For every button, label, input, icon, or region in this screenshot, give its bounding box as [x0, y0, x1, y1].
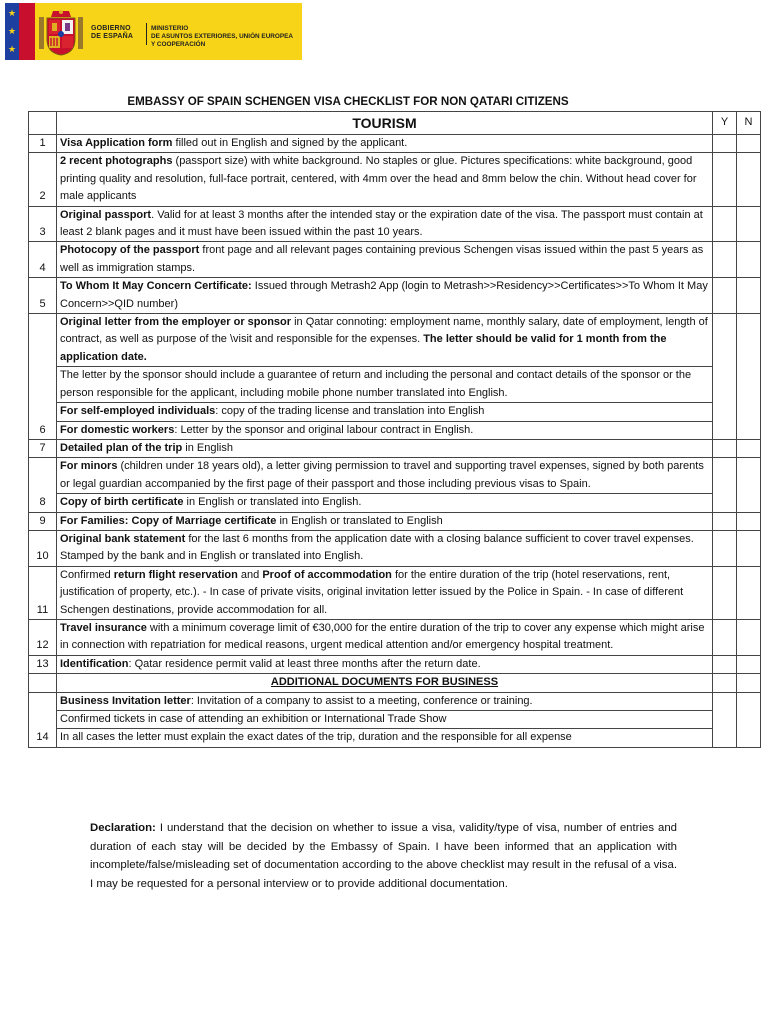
table-row: [29, 494, 761, 512]
item-description: [57, 494, 713, 512]
spain-flag-strip: [19, 3, 35, 60]
item-key-term: For domestic workers: [60, 423, 175, 436]
no-checkbox-cell[interactable]: [737, 530, 761, 566]
item-detail: Issued through Metrash2 App (login to Metrash>>Residency>>Certificates>>To Whom It May Concern>>QID number): [60, 280, 708, 310]
item-detail: (children under 18 years old), a letter giving permission to travel and supporting travel expenses, signed by both parents or legal guardian accompanied by the first page of their passport and those including previous visas to Spain.: [60, 460, 704, 490]
no-checkbox-cell[interactable]: [737, 314, 761, 440]
item-detail: Confirmed: [60, 568, 114, 581]
table-row: [29, 729, 761, 747]
table-row: [29, 655, 761, 673]
item-detail: in English or translated to English: [276, 514, 443, 527]
item-description: [57, 421, 713, 439]
table-row: [29, 153, 761, 206]
additional-documents-heading: ADDITIONAL DOCUMENTS FOR BUSINESS: [270, 676, 499, 689]
table-row: [29, 619, 761, 655]
table-row: [29, 439, 761, 457]
ministry-name: [151, 25, 301, 49]
yes-column-header: Y: [713, 112, 737, 135]
no-checkbox-cell[interactable]: [737, 278, 761, 314]
item-key-term: Identification: [60, 657, 129, 670]
item-detail: in English or translated into English.: [183, 496, 362, 509]
item-description: [57, 692, 713, 710]
item-detail: and: [237, 568, 263, 581]
yes-checkbox-cell[interactable]: [713, 566, 737, 619]
table-header-row: [29, 112, 761, 135]
no-checkbox-cell[interactable]: [737, 242, 761, 278]
item-number: 1: [29, 135, 57, 153]
star-icon: ★: [8, 8, 17, 18]
item-detail: in English: [182, 441, 233, 454]
table-row: [29, 367, 761, 403]
yes-checkbox-cell[interactable]: [713, 206, 737, 242]
item-number: 5: [29, 278, 57, 314]
item-description: [57, 619, 713, 655]
item-detail: (passport size) with white background. No staples or glue. Pictures specifications: white background, good printing quality and resolution, full-face portrait, centered, with 4mm over the head and 8mm below the chin. Without head cover for male applicants: [60, 155, 697, 203]
declaration-label: Declaration:: [90, 822, 156, 834]
section-heading-cell: [57, 674, 713, 692]
item-detail: in Qatar connoting: employment name, monthly salary, date of employment, length of contract, as well as purpose of the \visit and responsible for the expenses.: [60, 316, 708, 346]
document-title: EMBASSY OF SPAIN SCHENGEN VISA CHECKLIST FOR NON QATARI CITIZENS: [127, 95, 569, 108]
table-row: [29, 403, 761, 421]
item-number: 12: [29, 619, 57, 655]
item-number: 10: [29, 530, 57, 566]
no-checkbox-cell[interactable]: [737, 655, 761, 673]
item-key-term: The letter should be valid for 1 month from the application date.: [60, 333, 667, 363]
eu-flag-strip: [5, 3, 19, 60]
yes-checkbox-cell[interactable]: [713, 278, 737, 314]
table-row: [29, 566, 761, 619]
yes-checkbox-cell[interactable]: [713, 314, 737, 440]
table-row: [29, 278, 761, 314]
item-description: [57, 206, 713, 242]
item-detail: . Valid for at least 3 months after the intended stay or the expiration date of the visa. The passport must contain at least 2 blank pages and it must have been issued within the past 10 years.: [60, 208, 703, 239]
item-key-term: Detailed plan of the trip: [60, 441, 183, 454]
category-header-cell: [57, 112, 713, 135]
item-detail: for the last 6 months from the application date with a closing balance sufficient to cover travel expenses. Stamped by the bank and in English or translated into English.: [60, 532, 694, 563]
table-row: [29, 242, 761, 278]
item-detail: for the entire duration of the trip (hotel reservations, rent, justification of property, etc.). - In case of private visits, original invitation letter issued by the Police in Spain. - In case of different Schengen destinations, provide accommodation for all.: [60, 568, 684, 616]
item-number: 14: [29, 692, 57, 747]
item-detail: with a minimum coverage limit of €30,000 for the entire duration of the trip to cover any expense which might arise in connection with repatriation for medical reasons, urgent medical attention and/or emergency hospital treatment.: [60, 621, 705, 652]
no-checkbox-cell[interactable]: [737, 135, 761, 153]
ministry-line: DE ASUNTOS EXTERIORES, UNIÓN EUROPEA: [151, 33, 294, 40]
item-detail: The letter by the sponsor should include a guarantee of return and including the personal and contact details of the sponsor or the person responsible for the applicant, including mobile phone number translated into English.: [60, 369, 692, 399]
table-row: [29, 458, 761, 494]
item-number: 2: [29, 153, 57, 206]
no-checkbox-cell[interactable]: [737, 619, 761, 655]
no-checkbox-cell[interactable]: [737, 153, 761, 206]
item-key-term: 2 recent photographs: [60, 155, 173, 168]
no-checkbox-cell[interactable]: [737, 439, 761, 457]
item-description: [57, 729, 713, 747]
item-key-term: Original letter from the employer or sponsor: [60, 316, 292, 329]
item-description: [57, 153, 713, 206]
number-header-cell: [29, 112, 57, 135]
item-number: 3: [29, 206, 57, 242]
category-heading: TOURISM: [352, 115, 417, 131]
item-number: 7: [29, 439, 57, 457]
item-number: 4: [29, 242, 57, 278]
ministry-line: Y COOPERACIÓN: [151, 41, 206, 48]
item-detail: : Invitation of a company to assist to a meeting, conference or training.: [190, 694, 533, 707]
item-description: [57, 278, 713, 314]
yes-checkbox-cell[interactable]: [713, 153, 737, 206]
item-detail: Confirmed tickets in case of attending an exhibition or International Trade Show: [60, 713, 447, 725]
item-description: [57, 135, 713, 153]
table-row: [29, 314, 761, 367]
coat-of-arms-icon: [39, 9, 83, 57]
no-checkbox-cell[interactable]: [737, 512, 761, 530]
item-detail: In all cases the letter must explain the exact dates of the trip, duration and the responsible for all expense: [60, 731, 572, 744]
no-checkbox-cell[interactable]: [737, 206, 761, 242]
item-key-term: For minors: [60, 460, 118, 473]
item-description: [57, 458, 713, 494]
empty-cell: [737, 674, 761, 692]
table-row: [29, 512, 761, 530]
gov-line: GOBIERNO: [91, 25, 131, 32]
no-checkbox-cell[interactable]: [737, 458, 761, 512]
item-key-term: Copy of birth certificate: [60, 496, 184, 509]
yes-checkbox-cell[interactable]: [713, 655, 737, 673]
item-description: [57, 439, 713, 457]
item-key-term: For Families: Copy of Marriage certificate: [60, 514, 277, 527]
item-detail: filled out in English and signed by the applicant.: [172, 137, 408, 149]
gov-line: DE ESPAÑA: [91, 33, 134, 40]
star-icon: ★: [8, 26, 17, 36]
item-number: 8: [29, 458, 57, 512]
item-key-term: return flight reservation: [113, 568, 238, 581]
table-row: [29, 530, 761, 566]
government-logo-banner: [5, 3, 302, 60]
item-key-term: Original passport: [60, 208, 152, 221]
yes-checkbox-cell[interactable]: [713, 619, 737, 655]
item-detail: : Qatar residence permit valid at least three months after the return date.: [128, 657, 481, 670]
yes-checkbox-cell[interactable]: [713, 692, 737, 747]
item-key-term: Proof of accommodation: [262, 568, 392, 581]
checklist-table: [28, 111, 761, 748]
empty-cell: [29, 674, 57, 692]
item-description: [57, 512, 713, 530]
table-row: [29, 692, 761, 710]
item-key-term: Travel insurance: [60, 621, 147, 634]
item-key-term: Visa Application form: [60, 137, 173, 149]
table-row: [29, 135, 761, 153]
yes-checkbox-cell[interactable]: [713, 458, 737, 512]
section-header-row: [29, 674, 761, 692]
item-description: [57, 403, 713, 421]
item-description: [57, 367, 713, 403]
yes-checkbox-cell[interactable]: [713, 530, 737, 566]
no-column-header: N: [737, 112, 761, 135]
item-description: [57, 655, 713, 673]
table-row: [29, 206, 761, 242]
item-detail: : copy of the trading license and translation into English: [215, 405, 485, 418]
yes-checkbox-cell[interactable]: [713, 135, 737, 153]
item-number: 6: [29, 314, 57, 440]
item-number: 13: [29, 655, 57, 673]
item-description: [57, 314, 713, 367]
item-key-term: Photocopy of the passport: [60, 244, 200, 257]
table-row: [29, 711, 761, 729]
item-number: 9: [29, 512, 57, 530]
item-description: [57, 530, 713, 566]
empty-cell: [713, 674, 737, 692]
no-checkbox-cell[interactable]: [737, 566, 761, 619]
item-key-term: To Whom It May Concern Certificate:: [60, 280, 252, 293]
yes-checkbox-cell[interactable]: [713, 242, 737, 278]
yes-checkbox-cell[interactable]: [713, 512, 737, 530]
item-number: 11: [29, 566, 57, 619]
declaration-text: I understand that the decision on whether to issue a visa, validity/type of visa, number of entries and duration of each stay will be decided by the Embassy of Spain. I have been informed that an application with incomplete/false/misleading set of documentation according to the above checklist may result in the refusal of a visa. I may be requested for a personal interview or to provide additional documentation.: [90, 822, 677, 890]
item-key-term: Business Invitation letter: [60, 694, 191, 707]
item-key-term: Original bank statement: [60, 532, 186, 545]
government-name: [91, 25, 143, 41]
ministry-line: MINISTERIO: [151, 25, 189, 32]
item-description: [57, 242, 713, 278]
item-detail: front page and all relevant pages containing previous Schengen visas issued within the past 5 years as well as immigration stamps.: [60, 244, 704, 274]
item-description: [57, 566, 713, 619]
yes-checkbox-cell[interactable]: [713, 439, 737, 457]
declaration-paragraph: [90, 819, 677, 893]
item-description: [57, 711, 713, 729]
table-row: [29, 421, 761, 439]
item-detail: : Letter by the sponsor and original labour contract in English.: [174, 423, 474, 436]
no-checkbox-cell[interactable]: [737, 692, 761, 747]
star-icon: ★: [8, 44, 17, 54]
logo-divider: [146, 23, 147, 45]
item-key-term: For self-employed individuals: [60, 405, 216, 418]
